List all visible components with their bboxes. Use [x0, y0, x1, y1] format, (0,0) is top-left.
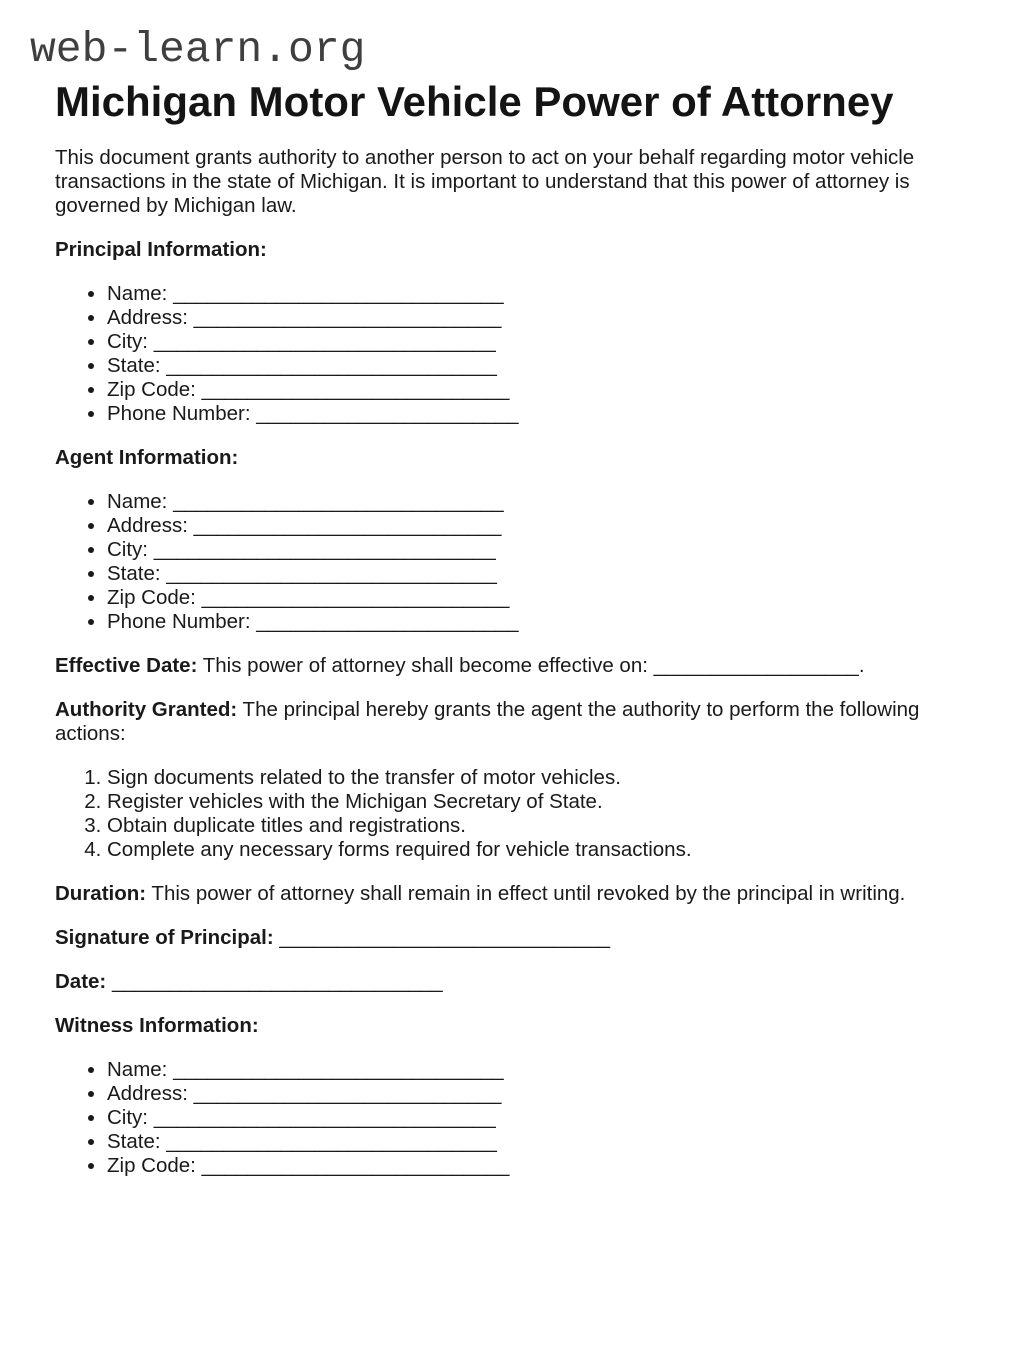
action-item-sign-documents: 1. Sign documents related to the transfer of motor vehicles.: [107, 766, 960, 790]
agent-field-address: • Address: ___________________________: [107, 514, 960, 538]
agent-fields-list: [55, 490, 960, 634]
principal-field-state: • State: _____________________________: [107, 354, 960, 378]
principal-field-address: • Address: ___________________________: [107, 306, 960, 330]
effective-date-text: This power of attorney shall become effective on:: [197, 654, 654, 677]
witness-fields-list: [55, 1058, 960, 1178]
date-label: Date:: [55, 970, 107, 993]
principal-field-name: • Name: _____________________________: [107, 282, 960, 306]
witness-field-name: • Name: _____________________________: [107, 1058, 960, 1082]
duration-text: This power of attorney shall remain in effect until revoked by the principal in writing.: [146, 882, 906, 905]
intro-paragraph: This document grants authority to another person to act on your behalf regarding motor vehicle transactions in the state of Michigan. It is important to understand that this power of attorney is governed by Michigan law.: [55, 146, 915, 217]
signature-blank: _____________________________: [273, 926, 611, 949]
signature-label: Signature of Principal:: [55, 926, 274, 949]
witness-field-zip: • Zip Code: ___________________________: [107, 1154, 960, 1178]
action-item-duplicate-titles: 3. Obtain duplicate titles and registrations.: [107, 814, 960, 838]
section-heading-principal: Principal Information:: [55, 238, 267, 261]
site-logo: web-learn.org: [30, 25, 366, 74]
page-title: Michigan Motor Vehicle Power of Attorney: [55, 78, 894, 125]
principal-field-zip: • Zip Code: ___________________________: [107, 378, 960, 402]
document-body: [0, 78, 1025, 1238]
authority-granted-line: [55, 698, 960, 746]
action-item-complete-forms: 4. Complete any necessary forms required for vehicle transactions.: [107, 838, 960, 862]
duration-line: [55, 882, 960, 906]
date-line: [55, 970, 960, 994]
effective-date-line: [55, 654, 960, 678]
agent-field-city: • City: ______________________________: [107, 538, 960, 562]
agent-field-name: • Name: _____________________________: [107, 490, 960, 514]
effective-date-blank: __________________: [653, 654, 859, 677]
signature-line: [55, 926, 960, 950]
witness-field-address: • Address: ___________________________: [107, 1082, 960, 1106]
date-blank: _____________________________: [106, 970, 443, 993]
section-heading-agent: Agent Information:: [55, 446, 239, 469]
witness-field-state: • State: _____________________________: [107, 1130, 960, 1154]
witness-field-city: • City: ______________________________: [107, 1106, 960, 1130]
duration-label: Duration:: [55, 882, 147, 905]
effective-date-label: Effective Date:: [55, 654, 198, 677]
authority-granted-text: The principal hereby grants the agent the authority to perform the following actions:: [55, 698, 920, 745]
agent-field-state: • State: _____________________________: [107, 562, 960, 586]
authority-granted-label: Authority Granted:: [55, 698, 238, 721]
principal-field-phone: • Phone Number: _______________________: [107, 402, 960, 426]
action-item-register-vehicles: 2. Register vehicles with the Michigan Secretary of State.: [107, 790, 960, 814]
principal-fields-list: [55, 282, 960, 426]
principal-field-city: • City: ______________________________: [107, 330, 960, 354]
agent-field-phone: • Phone Number: _______________________: [107, 610, 960, 634]
section-heading-witness: Witness Information:: [55, 1014, 259, 1037]
agent-field-zip: • Zip Code: ___________________________: [107, 586, 960, 610]
authority-actions-list: [55, 766, 960, 862]
effective-date-suffix: .: [858, 654, 865, 677]
